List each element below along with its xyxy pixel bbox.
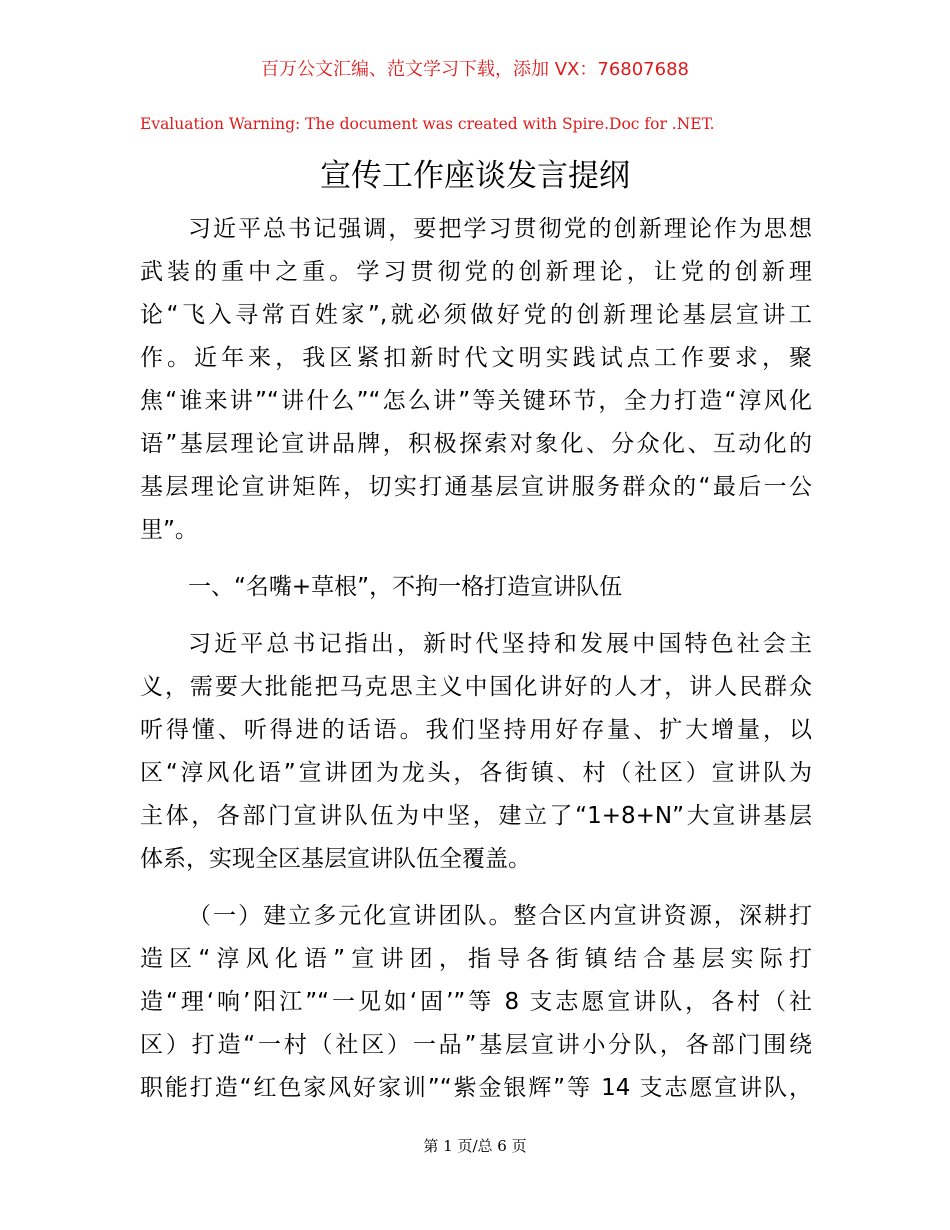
page-number: 第 1 页/总 6 页: [423, 1137, 527, 1155]
text-line: 基层理论宣讲矩阵，切实打通基层宣讲服务群众的“最后一公: [140, 474, 812, 500]
paragraph: [140, 623, 812, 881]
paragraph: [140, 208, 812, 552]
evaluation-warning: Evaluation Warning: The document was created with Spire.Doc for .NET.: [140, 115, 715, 133]
document-title: 宣传工作座谈发言提纲: [320, 158, 630, 194]
text-line: 习近平总书记指出，新时代坚持和发展中国特色社会主: [188, 631, 812, 657]
text-line: 论“飞入寻常百姓家”,就必须做好党的创新理论基层宣讲工: [140, 302, 812, 328]
text-line: 职能打造“红色家风好家训”“紫金银辉”等 14 支志愿宣讲队，: [140, 1075, 812, 1101]
text-line: （一）建立多元化宣讲团队。整合区内宣讲资源，深耕打: [188, 903, 812, 929]
text-line: 义，需要大批能把马克思主义中国化讲好的人才，讲人民群众: [140, 674, 812, 700]
text-line: 一、“名嘴+草根”，不拘一格打造宣讲队伍: [188, 574, 623, 600]
text-line: 焦“谁来讲”“讲什么”“怎么讲”等关键环节，全力打造“淳风化: [140, 388, 812, 414]
promo-banner: 百万公文汇编、范文学习下载，添加 VX：76807688: [261, 59, 689, 80]
text-line: 造“理‘响’阳江”“一见如‘固’”等 8 支志愿宣讲队，各村（社: [140, 989, 812, 1015]
text-line: 体系，实现全区基层宣讲队伍全覆盖。: [140, 846, 531, 872]
paragraph: [140, 895, 812, 1110]
text-line: 武装的重中之重。学习贯彻党的创新理论，让党的创新理: [140, 259, 812, 285]
text-line: 听得懂、听得进的话语。我们坚持用好存量、扩大增量，以: [140, 717, 812, 743]
text-line: 语”基层理论宣讲品牌，积极探索对象化、分众化、互动化的: [140, 431, 812, 457]
text-line: 作。近年来，我区紧扣新时代文明实践试点工作要求，聚: [140, 345, 812, 371]
text-line: 里”。: [140, 517, 198, 543]
document-body: [140, 208, 812, 1110]
text-line: 区“淳风化语”宣讲团为龙头，各街镇、村（社区）宣讲队为: [140, 760, 812, 786]
text-line: 造区“淳风化语”宣讲团，指导各街镇结合基层实际打: [140, 946, 812, 972]
text-line: 习近平总书记强调，要把学习贯彻党的创新理论作为思想: [188, 216, 812, 242]
text-line: 主体，各部门宣讲队伍为中坚，建立了“1+8+N”大宣讲基层: [140, 803, 812, 829]
section-heading: [140, 566, 812, 609]
text-line: 区）打造“一村（社区）一品”基层宣讲小分队，各部门围绕: [140, 1032, 812, 1058]
